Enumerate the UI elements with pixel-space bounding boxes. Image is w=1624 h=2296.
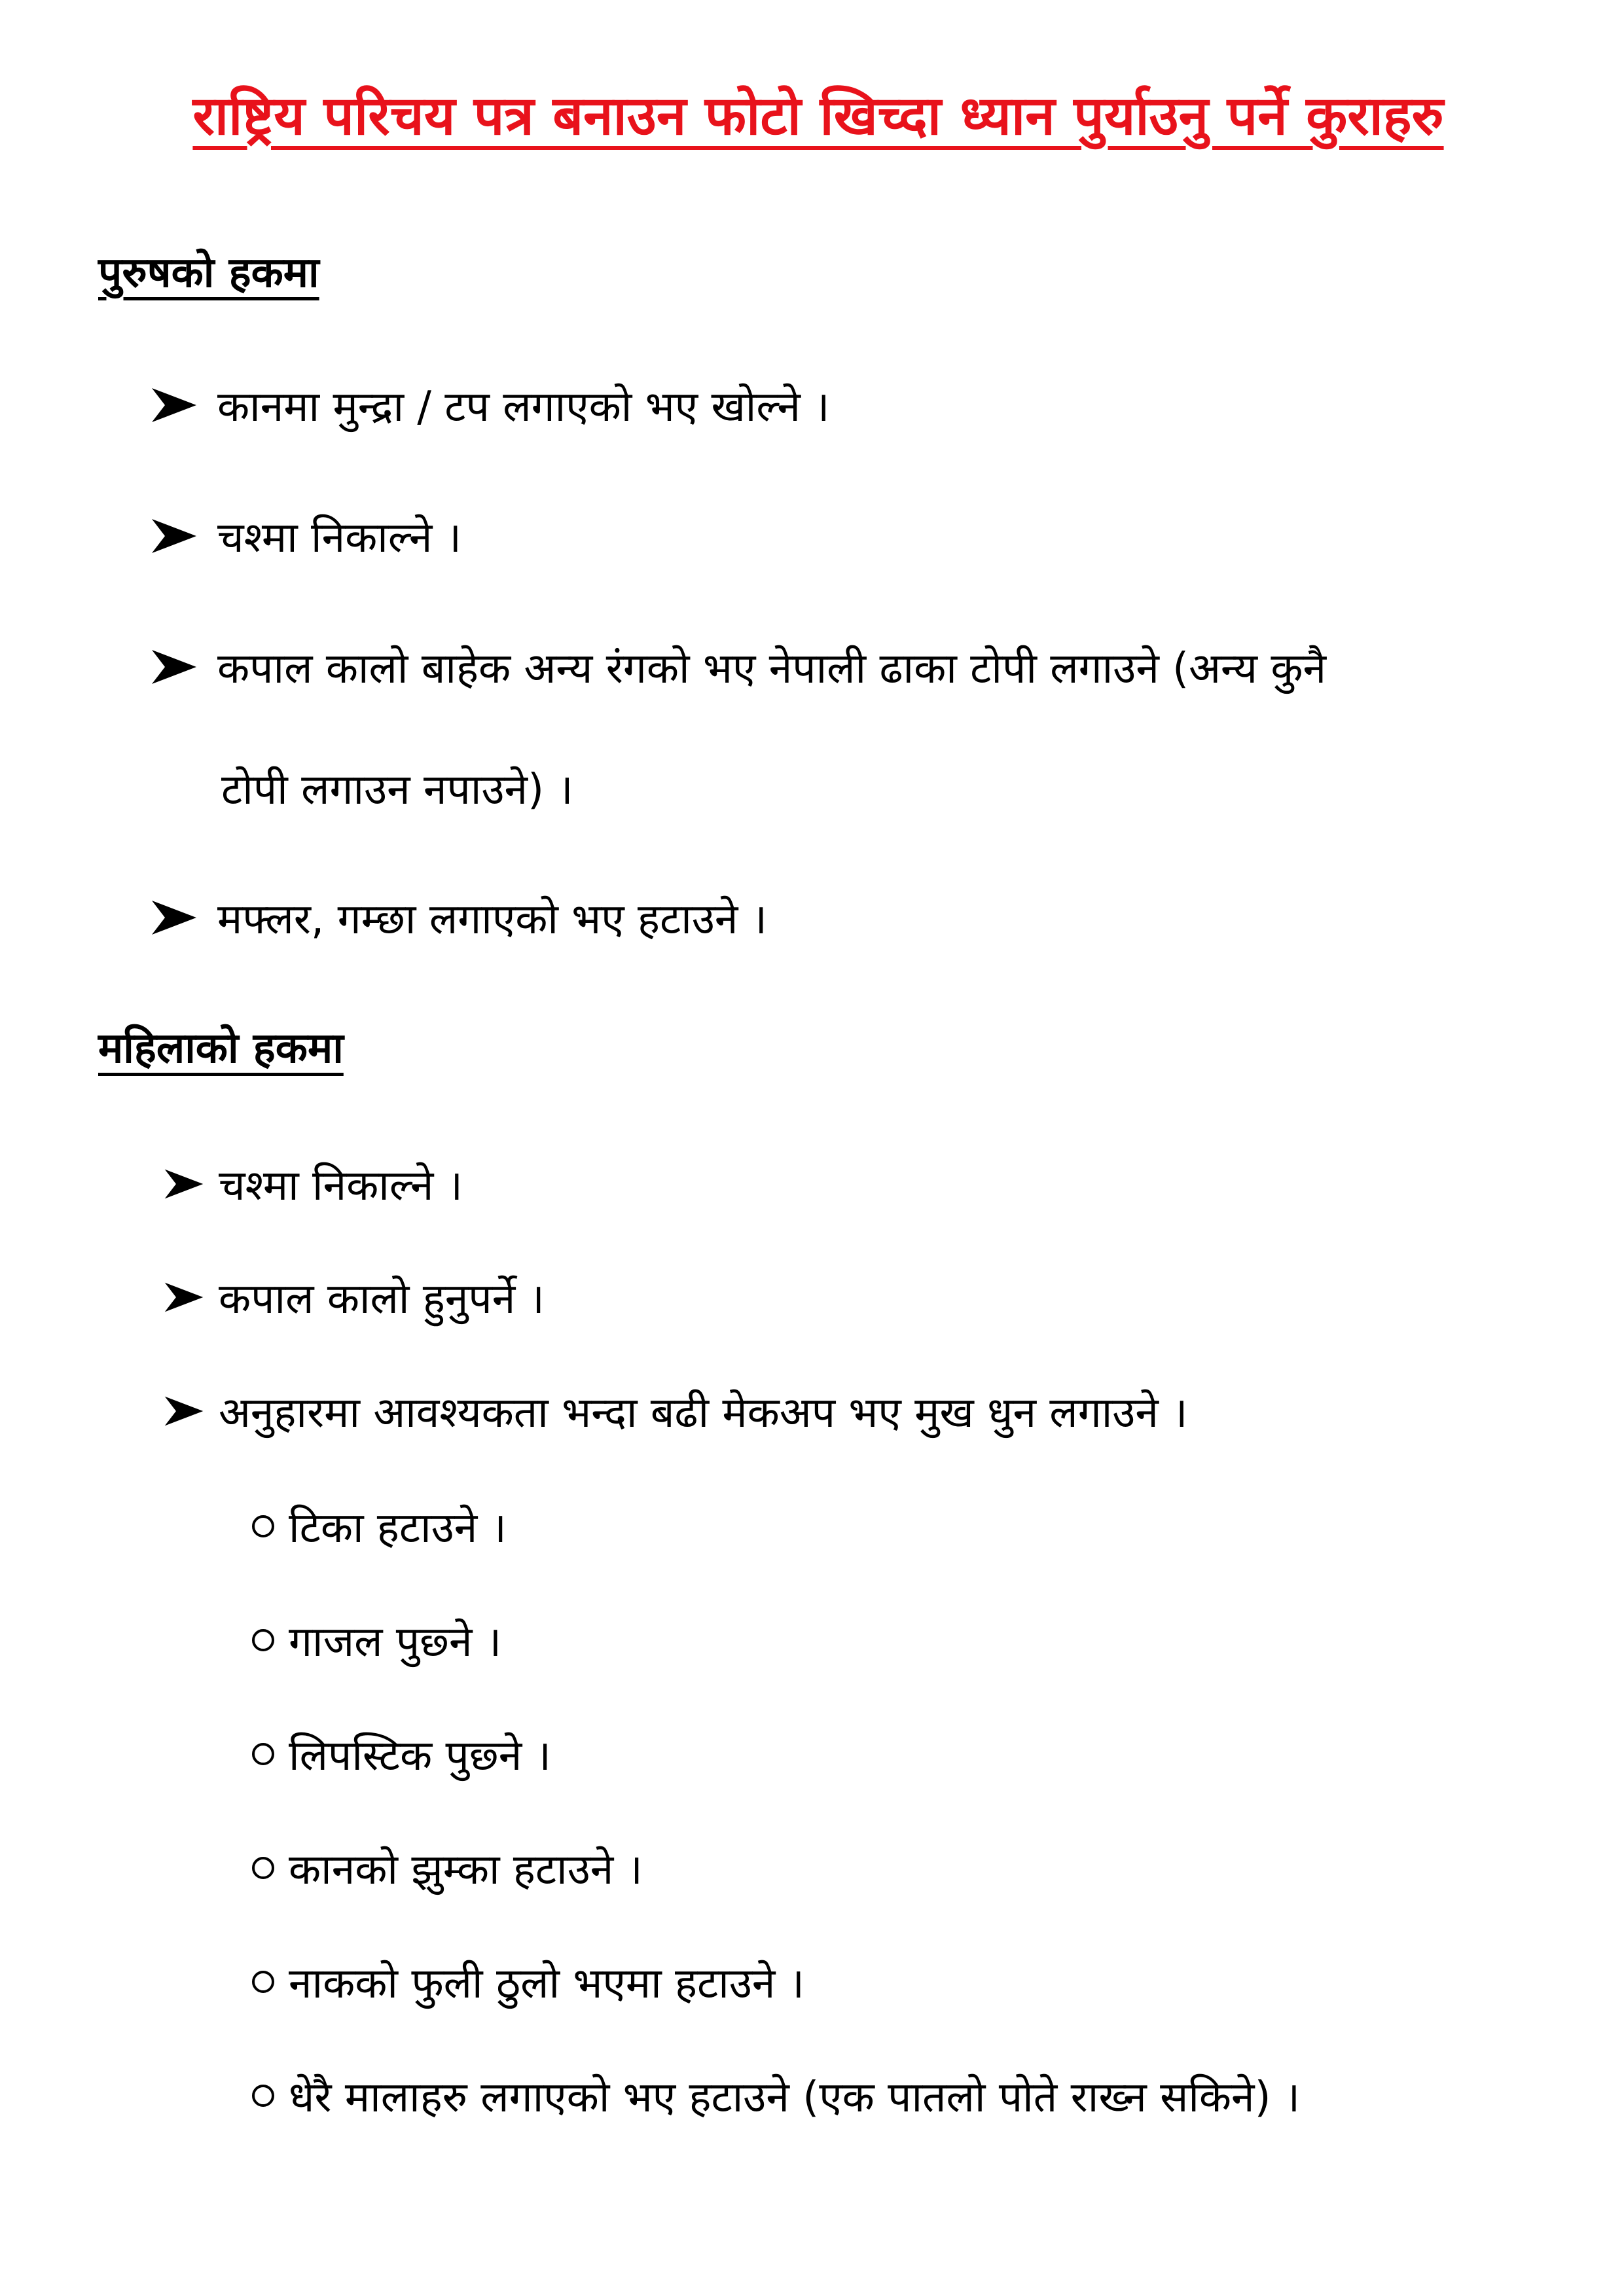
- sub-list-item: [252, 2067, 1300, 2124]
- circle-bullet-icon: [252, 1629, 274, 1651]
- arrow-bullet-icon: [164, 1280, 204, 1314]
- circle-bullet-icon: [252, 1971, 274, 1993]
- circle-bullet-icon: [252, 1515, 274, 1537]
- list-item: [164, 1268, 545, 1325]
- page-title: राष्ट्रिय परिचय पत्र बनाउन फोटो खिच्दा ध्यान पुर्याउनु पर्ने कुराहरु: [192, 85, 1444, 147]
- arrow-bullet-icon: [151, 386, 198, 425]
- men-section-heading: पुरुषको हकमा: [98, 249, 319, 297]
- sub-list-item: [252, 1611, 501, 1668]
- arrow-bullet-icon: [164, 1167, 204, 1201]
- list-item-text: चश्मा निकाल्ने ।: [217, 514, 461, 562]
- list-item-text: कानमा मुन्द्रा / टप लगाएको भए खोल्ने ।: [217, 383, 830, 431]
- circle-bullet-icon: [252, 1857, 274, 1879]
- sub-list-item-text: लिपस्टिक पुछ्ने ।: [289, 1732, 551, 1780]
- sub-list-item: [252, 1498, 507, 1554]
- sub-list-item: [252, 1839, 643, 1896]
- sub-list-item-text: नाकको फुली ठुलो भएमा हटाउने ।: [289, 1960, 805, 2008]
- arrow-bullet-icon: [151, 898, 198, 937]
- sub-list-item: [252, 1953, 804, 2010]
- list-item: [151, 889, 767, 946]
- list-item-text: चश्मा निकाल्ने ।: [219, 1162, 463, 1210]
- sub-list-item-text: गाजल पुछ्ने ।: [289, 1618, 502, 1666]
- women-section-heading: महिलाको हकमा: [98, 1024, 344, 1073]
- list-item-text: मफ्लर, गम्छा लगाएको भए हटाउने ।: [217, 895, 768, 944]
- list-item: [151, 376, 830, 433]
- list-item: [151, 507, 461, 564]
- arrow-bullet-icon: [151, 516, 198, 556]
- list-item-text: अनुहारमा आवश्यकता भन्दा बढी मेकअप भए मुख धुन लगाउने ।: [219, 1389, 1188, 1437]
- list-item: [164, 1382, 1188, 1439]
- sub-list-item: [252, 1725, 551, 1782]
- circle-bullet-icon: [252, 2085, 274, 2107]
- list-item-text: कपाल कालो हुनुपर्ने ।: [219, 1275, 545, 1323]
- sub-list-item-text: टिका हटाउने ।: [289, 1504, 507, 1552]
- circle-bullet-icon: [252, 1743, 274, 1765]
- list-item: [151, 638, 1326, 695]
- sub-list-item-text: कानको झुम्का हटाउने ।: [289, 1846, 643, 1894]
- list-item-text: कपाल कालो बाहेक अन्य रंगको भए नेपाली ढाका टोपी लगाउने (अन्य कुनै: [217, 645, 1327, 693]
- arrow-bullet-icon: [151, 647, 198, 687]
- arrow-bullet-icon: [164, 1394, 204, 1428]
- sub-list-item-text: धेरै मालाहरु लगाएको भए हटाउने (एक पातलो पोते राख्न सकिने) ।: [289, 2073, 1301, 2122]
- list-item-continuation: टोपी लगाउन नपाउने) ।: [221, 766, 573, 814]
- list-item: [164, 1155, 463, 1212]
